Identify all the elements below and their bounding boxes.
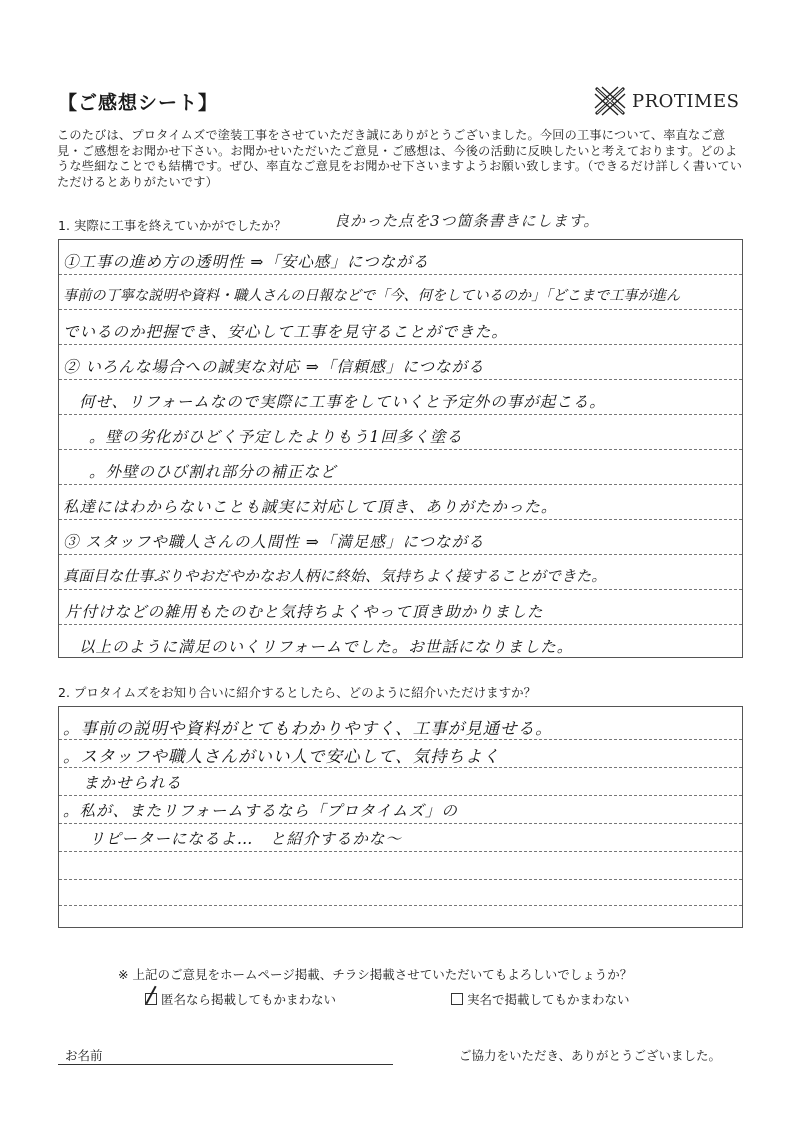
protimes-logo-icon — [592, 84, 628, 118]
question-2-label: 2. プロタイムズをお知り合いに紹介するとしたら、どのように紹介いただけますか？ — [58, 685, 537, 700]
answer-2-line: リピーターになるよ… と紹介するかな〜 — [89, 830, 402, 848]
consent-option-real-name[interactable] — [451, 990, 630, 1008]
answer-box-2 — [58, 706, 743, 928]
answer-1-line: ② いろんな場合への誠実な対応 ⇒「信頼感」につながる — [63, 358, 485, 376]
answer-1-line: 真面目な仕事ぶりやおだやかなお人柄に終始、気持ちよく接することができた。 — [63, 568, 607, 585]
question-1-label: 1. 実際に工事を終えていかがでしたか？ — [58, 218, 287, 233]
answer-2-line: 。スタッフや職人さんがいい人で安心して、気持ちよく — [63, 747, 501, 766]
consent-option-real-name-label: 実名で掲載してもかまわない — [467, 992, 630, 1007]
consent-note: ※ 上記のご意見をホームページ掲載、チラシ掲載させていただいてもよろしいでしょうか？ — [118, 967, 633, 982]
checkbox-checked-icon[interactable] — [145, 993, 157, 1005]
answer-2-line: まかせられる — [83, 774, 183, 792]
page-title: 【ご感想シート】 — [58, 92, 219, 114]
answer-1-line: 何せ、リフォームなので実際に工事をしていくと予定外の事が起こる。 — [79, 393, 606, 411]
intro-text: このたびは、プロタイムズで塗装工事をさせていただき誠にありがとうございました。今回の工事について、率直なご意見・ご感想をお聞かせ下さい。お聞かせいただいたご意見・ご感想は、今後の活動に反映したいと考えております。どのような些細なことでも結構です。ぜひ、率直なご意見をお聞かせ下さいますようお願い致します。（できるだけ詳しく書いていただけるとありがたいです） — [57, 128, 743, 189]
question-1-handwritten-note: 良かった点を3つ箇条書きにします。 — [334, 212, 600, 230]
answer-1-line: 以上のように満足のいくリフォームでした。お世話になりました。 — [79, 638, 574, 656]
brand-logo — [592, 84, 739, 118]
answer-box-1 — [58, 239, 743, 658]
consent-option-anonymous[interactable] — [145, 990, 336, 1008]
answer-1-line: 。壁の劣化がひどく予定したよりもう1回多く塗る — [89, 428, 463, 446]
name-label: お名前 — [65, 1048, 103, 1063]
logo-text: PROTIMES — [632, 90, 740, 112]
answer-1-line: ③ スタッフや職人さんの人間性 ⇒「満足感」につながる — [63, 533, 485, 551]
thanks-text: ご協力をいただき、ありがとうございました。 — [459, 1048, 722, 1063]
answer-1-line: 事前の丁寧な説明や資料・職人さんの日報などで「今、何をしているのか」「どこまで工事が進ん — [63, 288, 681, 304]
answer-1-line: ①工事の進め方の透明性 ⇒「安心感」につながる — [63, 253, 430, 271]
answer-1-line: 。外壁のひび割れ部分の補正など — [89, 463, 337, 481]
answer-2-line: 。事前の説明や資料がとてもわかりやすく、工事が見通せる。 — [63, 719, 553, 738]
name-field-line[interactable] — [58, 1064, 393, 1065]
consent-option-anonymous-label: 匿名なら掲載してもかまわない — [161, 992, 337, 1007]
answer-2-line: 。私が、またリフォームするなら「プロタイムズ」の — [63, 802, 458, 820]
answer-1-line: 片付けなどの雑用もたのむと気持ちよくやって頂き助かりました — [65, 603, 544, 621]
checkbox-icon[interactable] — [451, 993, 463, 1005]
answer-1-line: でいるのか把握でき、安心して工事を見守ることができた。 — [63, 323, 508, 341]
answer-1-line: 私達にはわからないことも誠実に対応して頂き、ありがたかった。 — [63, 498, 558, 516]
